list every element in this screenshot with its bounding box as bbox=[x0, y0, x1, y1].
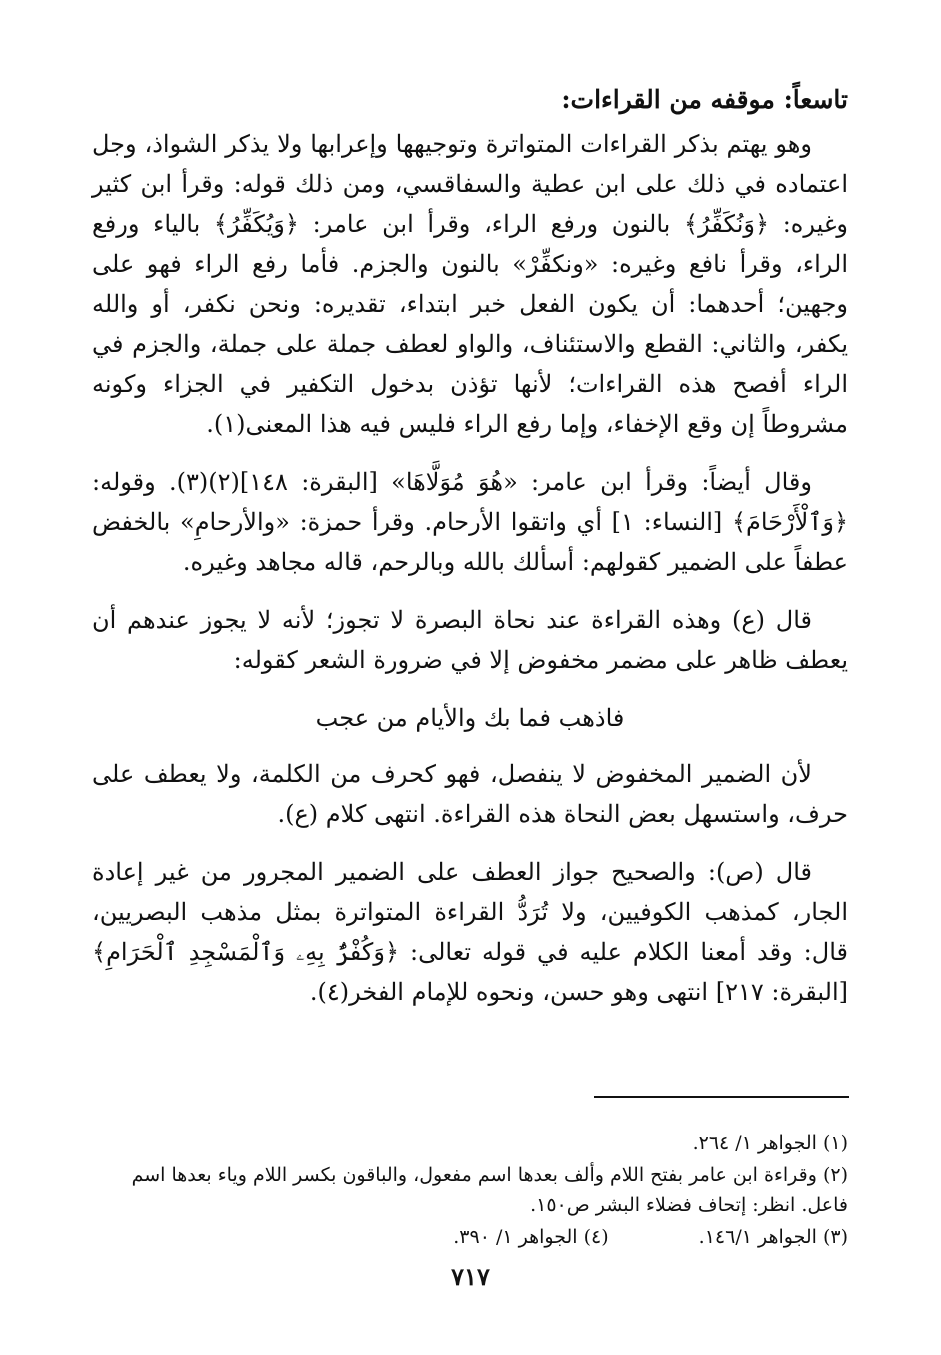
footnote-1: (١) الجواهر ١/ ٢٦٤. bbox=[692, 1132, 848, 1154]
paragraph-5: قال (ص): والصحيح جواز العطف على الضمير المجرور من غير إعادة الجار، كمذهب الكوفيين، ولا تُرَدُّ القراءة المتواترة بمثل مذهب البصريين، قال: وقد أمعنا الكلام عليه في قوله تعالى: ﴿وَكُفْرٌۢ بِهِۦ وَٱلْمَسْجِدِ ٱلْحَرَامِ﴾ [البقرة: ٢١٧] انتهى وهو حسن، ونحوه للإمام الفخر(٤). bbox=[92, 858, 848, 1006]
section-heading: تاسعاً: موقفه من القراءات: bbox=[561, 85, 848, 114]
footnote-3: (٣) الجواهر ١٤٦/١. bbox=[698, 1226, 848, 1248]
footnotes bbox=[92, 1128, 848, 1252]
page-number: ٧١٧ bbox=[451, 1262, 490, 1291]
footnote-4: (٤) الجواهر ١/ ٣٩٠. bbox=[453, 1226, 609, 1248]
paragraph-4: لأن الضمير المخفوض لا ينفصل، فهو كحرف من الكلمة، ولا يعطف على حرف، واستسهل بعض النحاة هذه القراءة. انتهى كلام (ع). bbox=[92, 760, 848, 828]
paragraph-3: قال (ع) وهذه القراءة عند نحاة البصرة لا تجوز؛ لأنه لا يجوز عندهم أن يعطف ظاهر على مضمر مخفوض إلا في ضرورة الشعر كقوله: bbox=[92, 606, 848, 674]
footnote-divider bbox=[594, 1096, 849, 1098]
paragraph-1: وهو يهتم بذكر القراءات المتواترة وتوجيهها وإعرابها ولا يذكر الشواذ، وجل اعتماده في ذلك على ابن عطية والسفاقسي، ومن ذلك قوله: وقرأ ابن كثير وغيره: ﴿وَنُكَفِّرُ﴾ بالنون ورفع الراء، وقرأ ابن عامر: ﴿وَيُكَفِّرُ﴾ بالياء ورفع الراء، وقرأ نافع وغيره: «ونكفِّرْ» بالنون والجزم. فأما رفع الراء فهو على وجهين؛ أحدهما: أن يكون الفعل خبر ابتداء، تقديره: ونحن نكفر، أو والله يكفر، والثاني: القطع والاستئناف، والواو لعطف جملة على جملة، والجزم في الراء أفصح هذه القراءات؛ لأنها تؤذن بدخول التكفير في الجزاء وكونه مشروطاً إن وقع الإخفاء، وإما رفع الراء فليس فيه هذا المعنى(١). bbox=[92, 130, 848, 438]
footnote-2: (٢) وقراءة ابن عامر بفتح اللام وألف بعدها اسم مفعول، والباقون بكسر اللام وياء بعدها اسم فاعل. انظر: إتحاف فضلاء البشر ص١٥٠. bbox=[131, 1164, 848, 1216]
page-body bbox=[92, 80, 848, 1030]
footnote-row bbox=[92, 1222, 848, 1252]
poetry-verse: فاذهب فما بك والأيام من عجب bbox=[315, 704, 625, 732]
paragraph-2: وقال أيضاً: وقرأ ابن عامر: «هُوَ مُوَلَّاهَا» [البقرة: ١٤٨](٢)(٣). وقوله: ﴿وَٱلْأَرْحَامَ﴾ [النساء: ١] أي واتقوا الأرحام. وقرأ حمزة: «والأرحامِ» بالخفض عطفاً على الضمير كقولهم: أسألك بالله وبالرحم، قاله مجاهد وغيره. bbox=[92, 468, 849, 576]
